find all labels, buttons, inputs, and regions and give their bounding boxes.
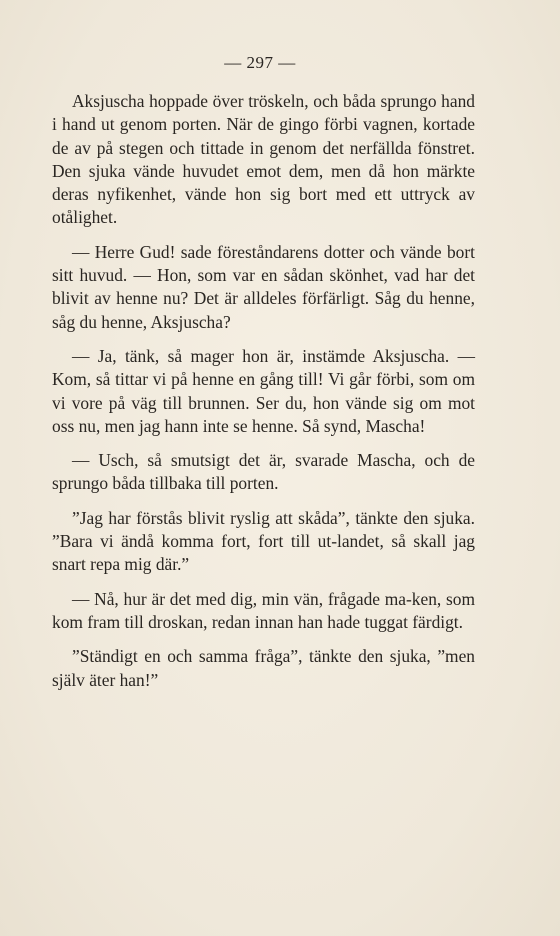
page-number: — 297 — bbox=[224, 53, 296, 72]
body-text bbox=[52, 90, 475, 692]
paragraph-5: ”Jag har förstås blivit ryslig att skåda”, tänkte den sjuka. ”Bara vi ändå komma fort, fort till ut-landet, så skall jag snart repa mig där.” bbox=[52, 507, 475, 575]
paragraph-3: — Ja, tänk, så mager hon är, instämde Aksjuscha. — Kom, så tittar vi på henne en gång till! Vi går förbi, som om vi vore på väg till brunnen. Ser du, hon vände sig om mot oss nu, men jag hann inte se henne. Så synd, Mascha! bbox=[52, 345, 475, 436]
paragraph-4: — Usch, så smutsigt det är, svarade Mascha, och de sprungo båda tillbaka till porten. bbox=[52, 450, 475, 494]
paragraph-6: — Nå, hur är det med dig, min vän, frågade ma-ken, som kom fram till droskan, redan innan han hade tuggat färdigt. bbox=[52, 588, 475, 632]
paragraph-2: — Herre Gud! sade föreståndarens dotter och vände bort sitt huvud. — Hon, som var en sådan skönhet, vad har det blivit av henne nu? Det är alldeles förfärligt. Såg du henne, såg du henne, Aksjuscha? bbox=[52, 241, 475, 332]
paragraph-1: Aksjuscha hoppade över tröskeln, och båda sprungo hand i hand ut genom porten. När de gingo förbi vagnen, kortade de av på stegen och tittade in genom det nerfällda fönstret. Den sjuka vände huvudet emot dem, men då hon märkte deras nyfikenhet, vände hon sig bort med ett uttryck av otålighet. bbox=[52, 91, 475, 228]
paragraph-7: ”Ständigt en och samma fråga”, tänkte den sjuka, ”men själv äter han!” bbox=[52, 646, 475, 690]
